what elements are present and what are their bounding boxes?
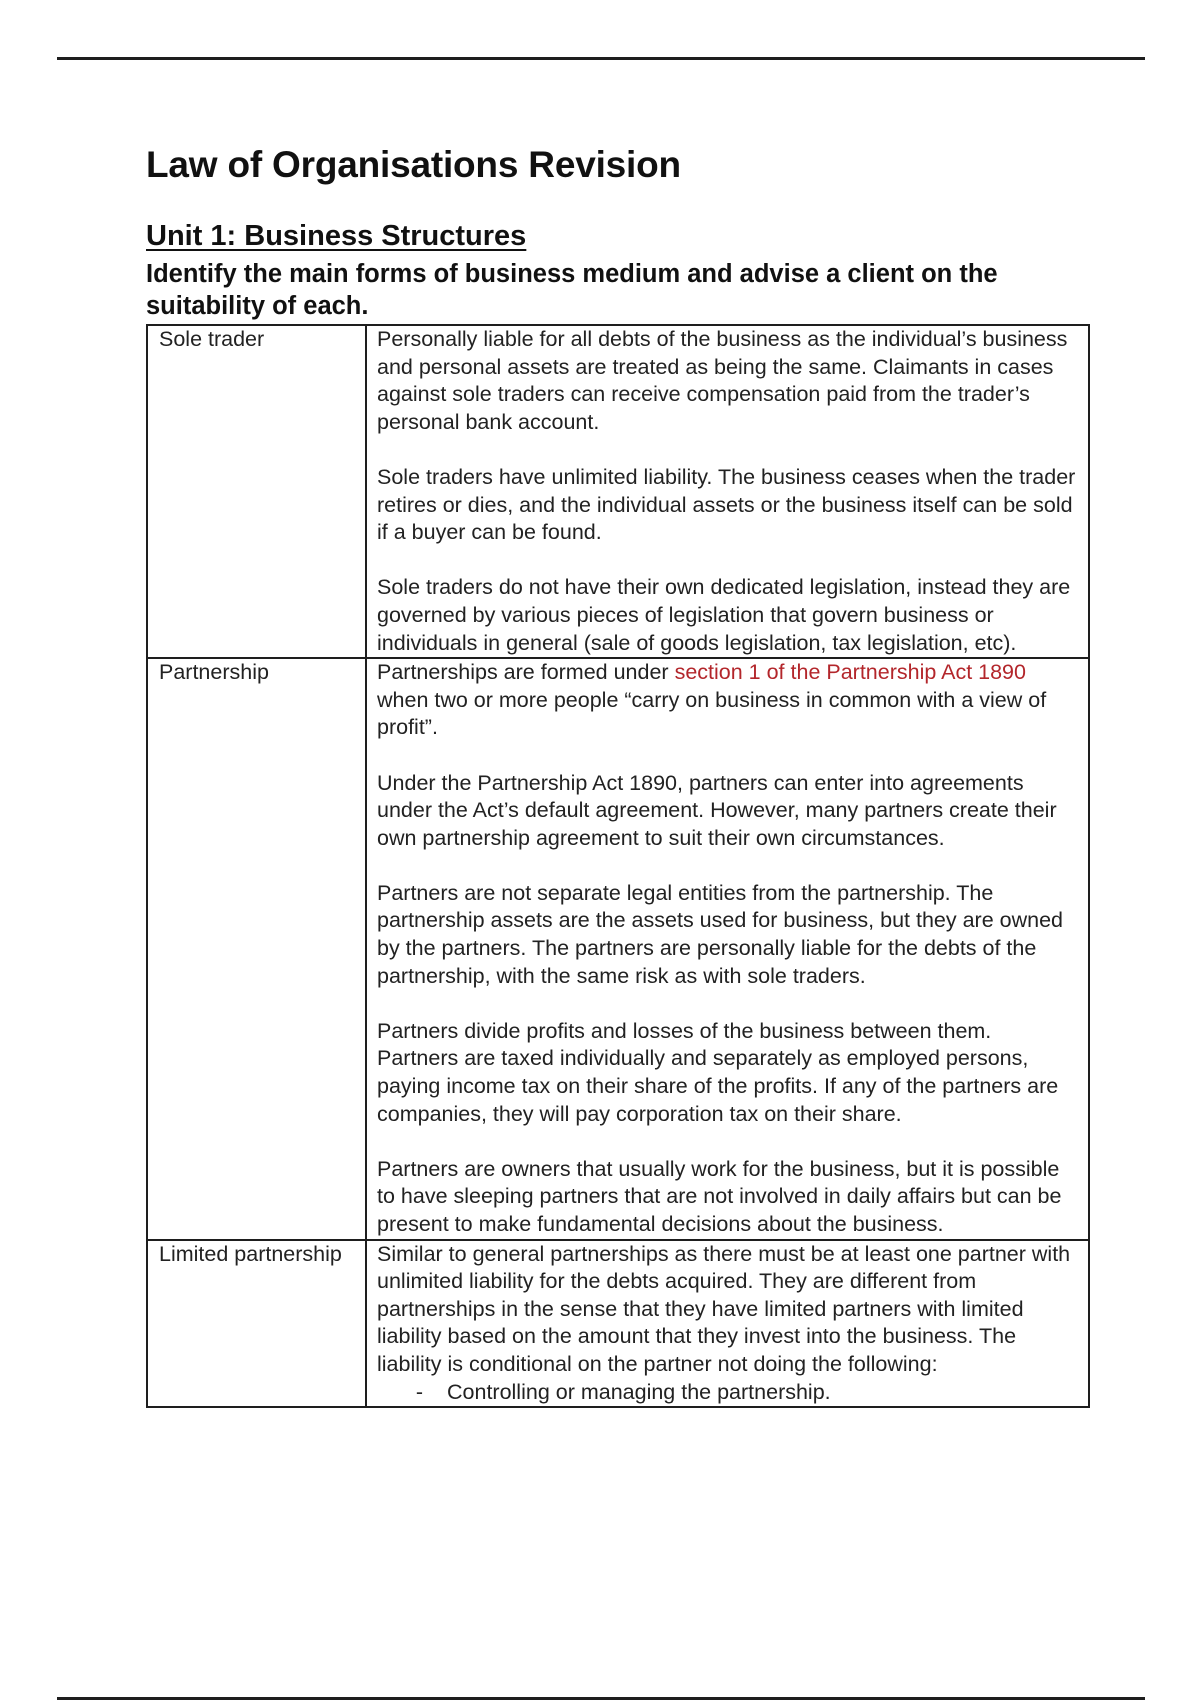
row-label: Sole trader — [147, 325, 366, 658]
unit-heading: Unit 1: Business Structures — [146, 220, 527, 252]
header-rule — [57, 57, 1145, 60]
row-content — [366, 658, 1089, 1239]
table-row-partnership — [147, 658, 1089, 1239]
paragraph: Partners are not separate legal entities from the partnership. The partnership assets are the assets used for business, but they are owned by the partners. The partners are personally liable for the debts of the partnership, with the same risk as with sole traders. — [377, 880, 1064, 988]
row-label: Partnership — [147, 658, 366, 1239]
business-structures-table — [146, 324, 1090, 1408]
statute-reference: section 1 of the Partnership Act 1890 — [674, 660, 1026, 685]
paragraph: Under the Partnership Act 1890, partners can enter into agreements under the Act’s default agreement. However, many partners create their own partnership agreement to suit their own circumstances. — [377, 770, 1057, 850]
learning-objective: Identify the main forms of business medium and advise a client on the suitability of each. — [146, 260, 998, 320]
paragraph: Similar to general partnerships as there must be at least one partner with unlimited liability for the debts acquired. They are different from partnerships in the sense that they have limited partners with limited liability based on the amount that they invest into the business. The liability is conditional on the partner not doing the following: — [377, 1241, 1071, 1376]
bullet-item — [377, 1379, 1078, 1407]
bullet-text: Controlling or managing the partnership. — [447, 1379, 831, 1404]
document-title: Law of Organisations Revision — [146, 144, 681, 185]
paragraph — [377, 659, 1078, 742]
table-row-limited-partnership — [147, 1240, 1089, 1408]
paragraph: Sole traders do not have their own dedicated legislation, instead they are governed by various pieces of legislation that govern business or individuals in general (sale of goods legislation, tax legislation, etc). — [377, 575, 1071, 655]
paragraph: Partners divide profits and losses of the business between them. Partners are taxed individually and separately as employed persons, paying income tax on their share of the profits. If any of the partners are companies, they will pay corporation tax on their share. — [377, 1018, 1059, 1126]
paragraph: Personally liable for all debts of the business as the individual’s business and personal assets are treated as being the same. Claimants in cases against sole traders can receive compensation paid from the trader’s personal bank account. — [377, 327, 1068, 434]
row-content — [366, 1240, 1089, 1408]
text-span: Partnerships are formed under — [377, 660, 675, 685]
table-row-sole-trader — [147, 325, 1089, 658]
paragraph: Sole traders have unlimited liability. The business ceases when the trader retires or dies, and the individual assets or the business itself can be sold if a buyer can be found. — [377, 464, 1076, 545]
row-label: Limited partnership — [147, 1240, 366, 1408]
dash-bullet-icon: - — [415, 1379, 423, 1404]
text-span: when two or more people “carry on business in common with a view of profit”. — [377, 687, 1047, 740]
row-content — [366, 325, 1089, 658]
paragraph: Partners are owners that usually work for the business, but it is possible to have sleeping partners that are not involved in daily affairs but can be present to make fundamental decisions about the business. — [377, 1156, 1062, 1236]
